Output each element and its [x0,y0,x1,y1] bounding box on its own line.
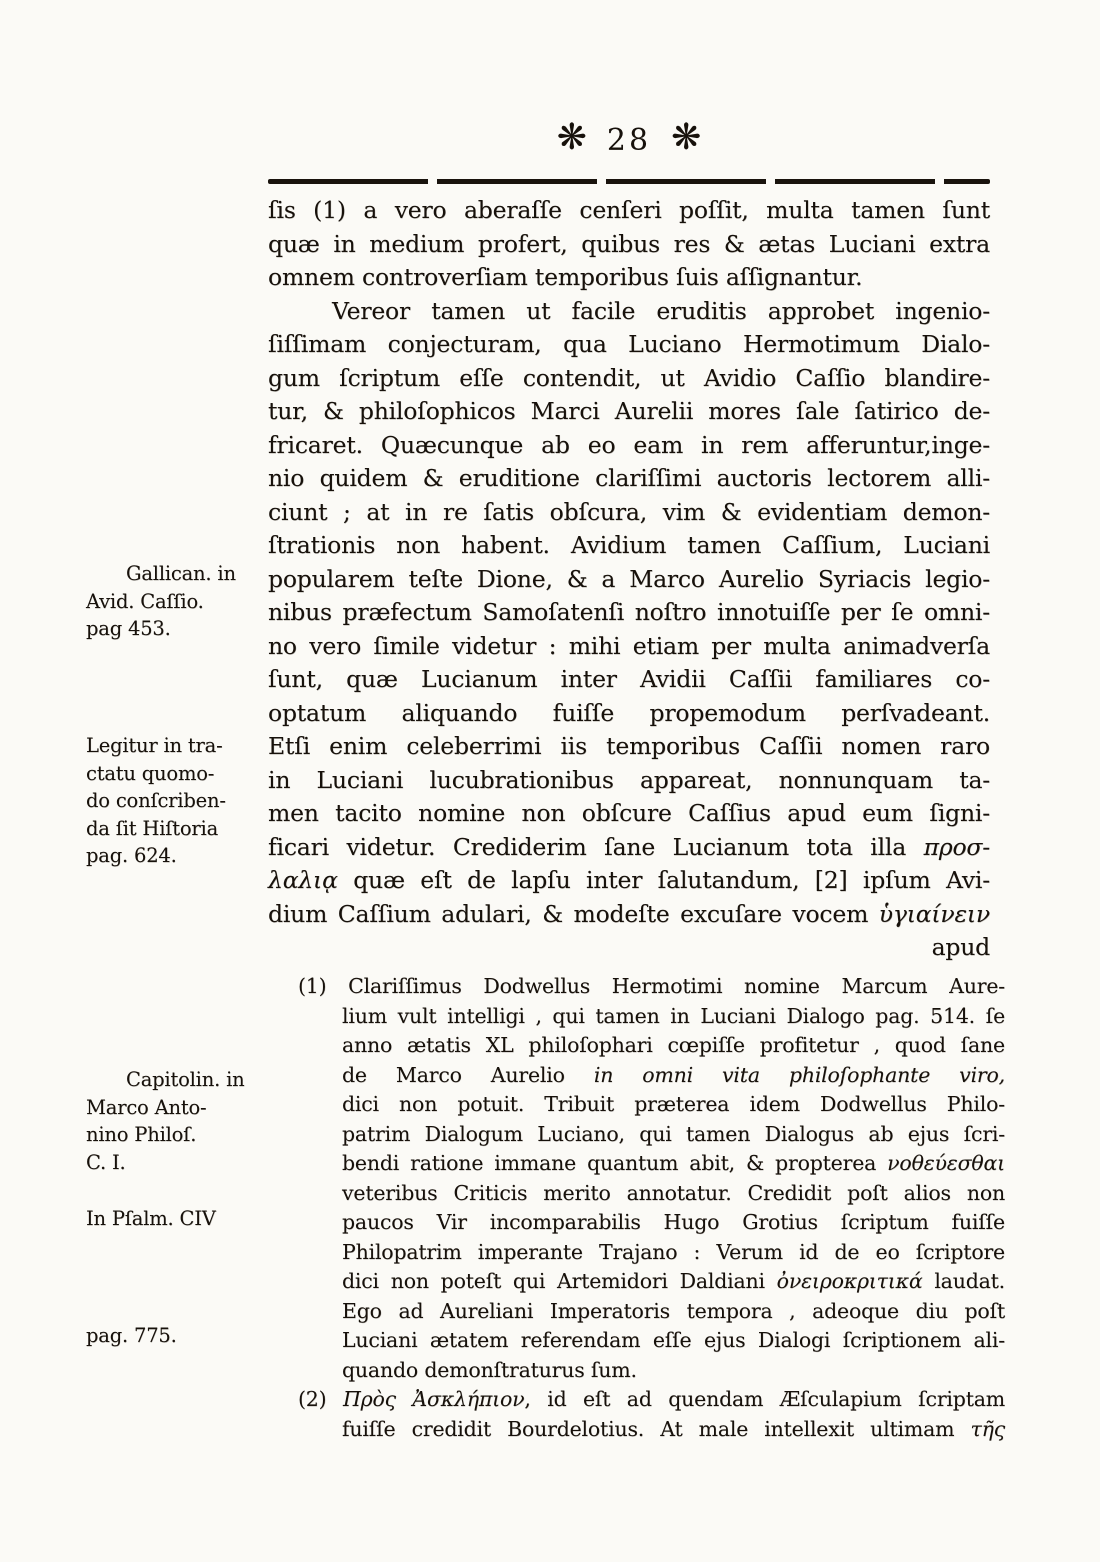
margin-note-psalm [86,1205,272,1233]
text-segment: ficari videtur. Crediderim ſane Lucianum tota illa [268,832,924,861]
catchword-line [268,931,990,965]
text-segment: no vero ſimile videtur : mihi etiam per multa animadverſa [268,631,990,660]
text-segment: bendi ratione immane quantum abit, & propterea [342,1151,888,1175]
text-line [342,1149,1005,1179]
text-segment: do conſcriben- [86,789,226,812]
text-line [268,429,990,463]
text-segment: (1) Clariſſimus Dodwellus Hermotimi nomine Marcum Aure- [298,974,1005,998]
text-line [268,496,990,530]
text-line [268,295,990,329]
text-segment: veteribus Criticis merito annotatur. Credidit poſt alios non [342,1180,1005,1205]
text-segment: Gallican. in [126,562,236,585]
text-segment: pag 453. [86,617,171,640]
catchword: apud [931,933,990,961]
text-line [268,797,990,831]
text-segment: quæ in medium profert, quibus res & ætas Luciani extra [268,229,990,258]
fleuron-left-icon: ❋ [556,117,587,158]
margin-note-capitolin [86,1066,272,1176]
text-line [86,1322,272,1350]
text-line [86,787,272,815]
text-line [86,760,272,788]
text-line [268,261,990,295]
text-line [86,1066,272,1094]
text-line [86,815,272,843]
text-segment: ſunt, quæ Lucianum inter Avidii Caſſii familiares co- [268,665,990,693]
text-segment: C. I. [86,1150,126,1174]
text-segment: pag. 775. [86,1324,177,1347]
text-segment: fuiſſe credidit Bourdelotius. At male intellexit ultimam [342,1416,971,1441]
text-line [268,663,990,697]
text-segment: nibus præfectum Samoſatenſi noſtro innotuiſſe per ſe omni- [268,598,990,626]
text-line [268,864,990,898]
text-segment: da ſit Hiſtoria [86,816,219,840]
text-line [268,529,990,563]
text-segment: popularem teſte Dione, & a Marco Aurelio Syriacis legio- [268,564,990,593]
text-segment: Vereor tamen ut facile eruditis approbet ingenio- [332,296,990,325]
footnotes-block [298,972,1005,1444]
text-line [342,1061,1005,1091]
text-line [268,730,990,764]
text-line [342,1120,1005,1150]
text-segment: dici non poteſt qui Artemidori Daldiani [342,1269,777,1293]
text-line [342,1090,1005,1120]
text-segment: dium Caſſium adulari, & modeſte excuſare vocem [268,899,879,928]
margin-note-gallican [86,560,272,643]
text-line [268,898,990,932]
text-segment: Avid. Caſſio. [86,589,204,613]
fleuron-right-icon: ❋ [671,117,702,158]
text-line [268,596,990,630]
text-line [342,1356,1005,1386]
text-line [342,1415,1005,1445]
greek-text: λαλιᾳ [268,866,338,894]
text-line [86,615,272,643]
text-segment: ſiſſimam conjecturam, qua Luciano Hermotimum Dialo- [268,330,990,358]
text-line [268,362,990,396]
text-line [268,630,990,664]
text-segment: patrim Dialogum Luciano, qui tamen Dialogus ab ejus ſcri- [342,1121,1005,1146]
text-line [268,697,990,731]
text-segment: men tacito nomine non obſcure Caſſius apud eum ſigni- [268,799,990,827]
greek-text: νοθεύεσθαι [887,1151,1005,1175]
text-line [298,1385,1005,1415]
text-segment: anno ætatis XL philoſophari cœpiſſe profitetur , quod ſane [342,1033,1005,1057]
text-segment: quæ eſt de lapſu inter ſalutandum, [2] ipſum Avi- [337,866,990,894]
text-line [342,1297,1005,1327]
text-line [342,1031,1005,1061]
greek-text: ὑγιαίνειν [878,899,990,928]
text-segment: pag. 624. [86,844,177,867]
text-segment: Philopatrim imperante Trajano : Verum id de eo ſcriptore [342,1239,1005,1264]
text-segment: ſtrationis non habent. Avidium tamen Caſſium, Luciani [268,531,990,559]
text-segment: de Marco Aurelio [342,1062,594,1087]
text-segment: nio quidem & eruditione clariſſimi auctoris lectorem alli- [268,464,990,492]
text-line [298,972,1005,1002]
text-segment: Legitur in tra- [86,734,223,757]
text-segment: Marco Anto- [86,1095,207,1119]
text-line [268,462,990,496]
text-segment: optatum aliquando fuiſſe propemodum perſvadeant. [268,698,990,727]
text-segment: tur, & philoſophicos Marci Aurelii mores ſale ſatirico de- [268,397,990,425]
text-segment: Capitolin. in [126,1068,245,1091]
text-segment: (2) [298,1387,343,1411]
greek-text: προσ- [923,832,990,861]
page-header [268,117,990,158]
text-segment: ſis (1) a vero aberaſſe cenſeri poſſit, multa tamen ſunt [268,196,990,224]
text-line [268,563,990,597]
text-segment: omnem controverſiam temporibus ſuis aſſignantur. [268,263,863,291]
text-line [268,831,990,865]
text-segment: fricaret. Quæcunque ab eo eam in rem afferuntur,inge- [268,430,990,459]
text-line [268,228,990,262]
text-segment: In Pſalm. CIV [86,1207,216,1230]
text-segment: lium vult intelligi , qui tamen in Luciani Dialogo pag. 514. ſe [342,1003,1005,1028]
text-segment: , id eſt ad quendam Æſculapium ſcriptam [524,1387,1005,1411]
text-segment: laudat. [922,1269,1005,1293]
header-rule [268,179,990,184]
text-line [342,1208,1005,1238]
text-line [86,842,272,870]
text-line [86,588,272,616]
text-line [342,1238,1005,1268]
text-line [342,1179,1005,1209]
text-line [342,1326,1005,1356]
text-segment: gum ſcriptum eſſe contendit, ut Avidio Caſſio blandire- [268,363,990,392]
text-line [268,764,990,798]
text-segment: dici non potuit. Tribuit præterea idem Dodwellus Philo- [342,1092,1005,1116]
text-segment: Ego ad Aureliani Imperatoris tempora , adeoque diu poſt [342,1298,1005,1323]
text-segment: Etſi enim celeberrimi iis temporibus Caſſii nomen raro [268,732,990,760]
main-text-block [268,194,990,931]
footnote-2 [298,1385,1005,1444]
text-line [86,732,272,760]
text-line [268,328,990,362]
text-line [86,560,272,588]
greek-text: Πρὸς Ἀσκλήπιον [342,1387,525,1411]
text-line [86,1149,272,1177]
margin-note-legitur [86,732,272,870]
margin-note-pag775 [86,1322,272,1350]
text-segment: paucos Vir incomparabilis Hugo Grotius ſcriptum fuiſſe [342,1210,1005,1234]
text-line [268,194,990,228]
italic-text: in omni vita philoſophante viro, [593,1062,1005,1087]
text-segment: nino Philoſ. [86,1123,197,1146]
footnote-1 [298,972,1005,1385]
text-line [86,1205,272,1233]
text-line [268,395,990,429]
greek-text: ὀνειροκριτικά [776,1269,923,1293]
text-segment: ctatu quomo- [86,761,215,785]
text-line [342,1267,1005,1297]
text-line [86,1121,272,1149]
text-line [342,1002,1005,1032]
text-segment: Luciani ætatem referendam eſſe ejus Dialogi ſcriptionem ali- [342,1328,1005,1352]
text-segment: ciunt ; at in re ſatis obſcura, vim & evidentiam demon- [268,497,990,526]
page-number: 28 [606,122,652,158]
greek-text: τῆς [970,1416,1005,1441]
text-segment: in Luciani lucubrationibus appareat, nonnunquam ta- [268,765,990,794]
text-line [86,1094,272,1122]
text-segment: quando demonſtraturus ſum. [342,1357,637,1382]
